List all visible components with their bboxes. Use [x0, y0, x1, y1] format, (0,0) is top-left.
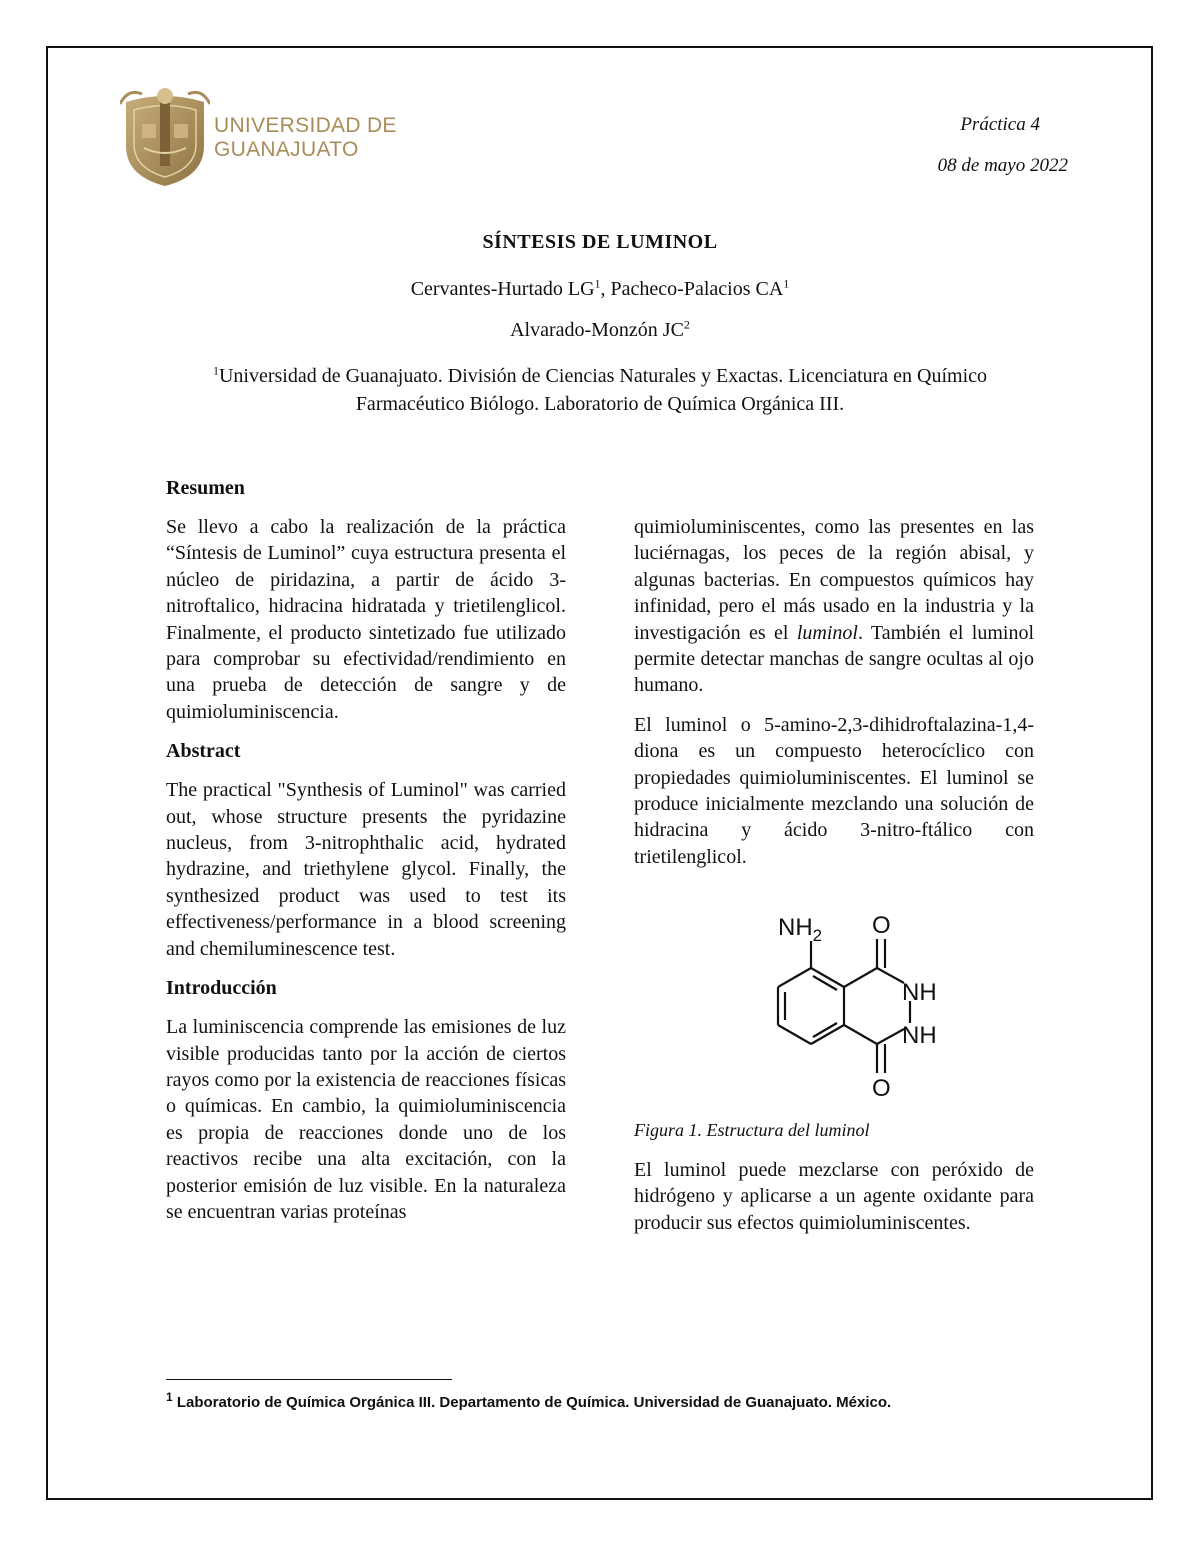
affiliation-text: Universidad de Guanajuato. División de Ciencias Naturales y Exactas. Licenciatura en Químico Farmacéutico Biólogo. Laboratorio de Química Orgánica III. [218, 365, 988, 415]
amine-subscript: 2 [812, 926, 823, 946]
text-run: quimioluminiscentes, como las presentes en las luciérnagas, los peces de la región abisal, y algunas bacterias. En compuestos químicos hay infinidad, pero el más usado en la industria y la investigación es el [634, 516, 1034, 644]
university-name-line1: UNIVERSIDAD DE [214, 114, 397, 137]
abstract-heading: Abstract [166, 740, 241, 763]
author-name: Alvarado-Monzón JC [510, 319, 684, 341]
introduccion-paragraph-2: El luminol o 5-amino-2,3-dihidroftalazina-1,4-diona es un compuesto heterocíclico con propiedades quimioluminiscentes. El luminol se produce inicialmente mezclando una solución de hidracina y ácido 3-nitro-ftálico con trietilenglicol. [634, 713, 1034, 868]
hydrazide-nh-upper: NH [902, 979, 937, 1007]
footnote-text: Laboratorio de Química Orgánica III. Departamento de Química. Universidad de Guanajuato. México. [172, 1394, 892, 1411]
left-column [166, 475, 566, 1238]
affiliation [170, 362, 1030, 418]
molecule-bonds [778, 939, 910, 1073]
luminol-structure-svg [734, 877, 954, 1117]
italic-term: luminol [796, 621, 858, 644]
molecule-labels [778, 912, 937, 1102]
footnote-mark: 1 [166, 1390, 173, 1404]
university-logo [120, 84, 210, 188]
author-separator: , [600, 278, 611, 300]
amine-label [778, 914, 822, 945]
university-name-line2: GUANAJUATO [214, 138, 359, 161]
document-date: 08 de mayo 2022 [937, 155, 1068, 176]
resumen-text: Se llevo a cabo la realización de la práctica “Síntesis de Luminol” cuya estructura presenta el núcleo de piridazina, a partir de ácido 3-nitroftalico, hidracina hidratada y trietilenglicol. Finalmente, el producto sintetizado fue utilizado para comprobar su efectividad/rendimiento en una prueba de detección de sangre y de quimioluminiscencia. [166, 516, 566, 723]
author-affiliation-mark: 1 [594, 276, 601, 291]
carbonyl-oxygen-bottom: O [872, 1075, 891, 1103]
resumen-heading: Resumen [166, 477, 245, 499]
carbonyl-oxygen-top: O [872, 912, 891, 940]
author-name: Cervantes-Hurtado LG [410, 278, 595, 300]
introduccion-paragraph-1-continued [634, 514, 1034, 699]
amine-nh-text: NH [778, 914, 813, 942]
author-name: Pacheco-Palacios CA [610, 278, 784, 300]
text-run: . También el luminol permite detectar manchas de sangre ocultas al ojo humano. [634, 621, 1034, 697]
footnote [166, 1390, 892, 1411]
right-column [634, 514, 1034, 1249]
author-affiliation-mark: 2 [683, 317, 690, 332]
luminol-structure-figure [634, 877, 1034, 1117]
author-affiliation-mark: 1 [783, 276, 790, 291]
hydrazide-nh-lower: NH [902, 1022, 937, 1050]
practice-number: Práctica 4 [960, 114, 1040, 135]
paper-title: SÍNTESIS DE LUMINOL [482, 231, 718, 253]
footnote-divider [166, 1379, 452, 1380]
affiliation-mark: 1 [212, 363, 219, 378]
introduccion-paragraph-3: El luminol puede mezclarse con peróxido de hidrógeno y aplicarse a un agente oxidante para producir sus efectos quimioluminiscentes. [634, 1158, 1034, 1234]
authors-line-2 [0, 319, 1200, 342]
introduccion-heading: Introducción [166, 977, 277, 1000]
abstract-text: The practical "Synthesis of Luminol" was carried out, whose structure presents the pyridazine nucleus, from 3-nitrophthalic acid, hydrated hydrazine, and triethylene glycol. Finally, the synthesized product was used to test its effectiveness/performance in a blood screening and chemiluminescence test. [166, 779, 566, 960]
introduccion-paragraph-1: La luminiscencia comprende las emisiones de luz visible producidas tanto por la acción de ciertos rayos como por la existencia de reacciones físicas o químicas. En cambio, la quimioluminiscencia es propia de reacciones donde uno de los reactivos recibe una alta excitación, con la posterior emisión de luz visible. En la naturaleza se encuentran varias proteínas [166, 1016, 566, 1223]
figure-caption: Figura 1. Estructura del luminol [634, 1120, 870, 1141]
university-name [214, 114, 397, 162]
authors-line-1 [0, 278, 1200, 301]
